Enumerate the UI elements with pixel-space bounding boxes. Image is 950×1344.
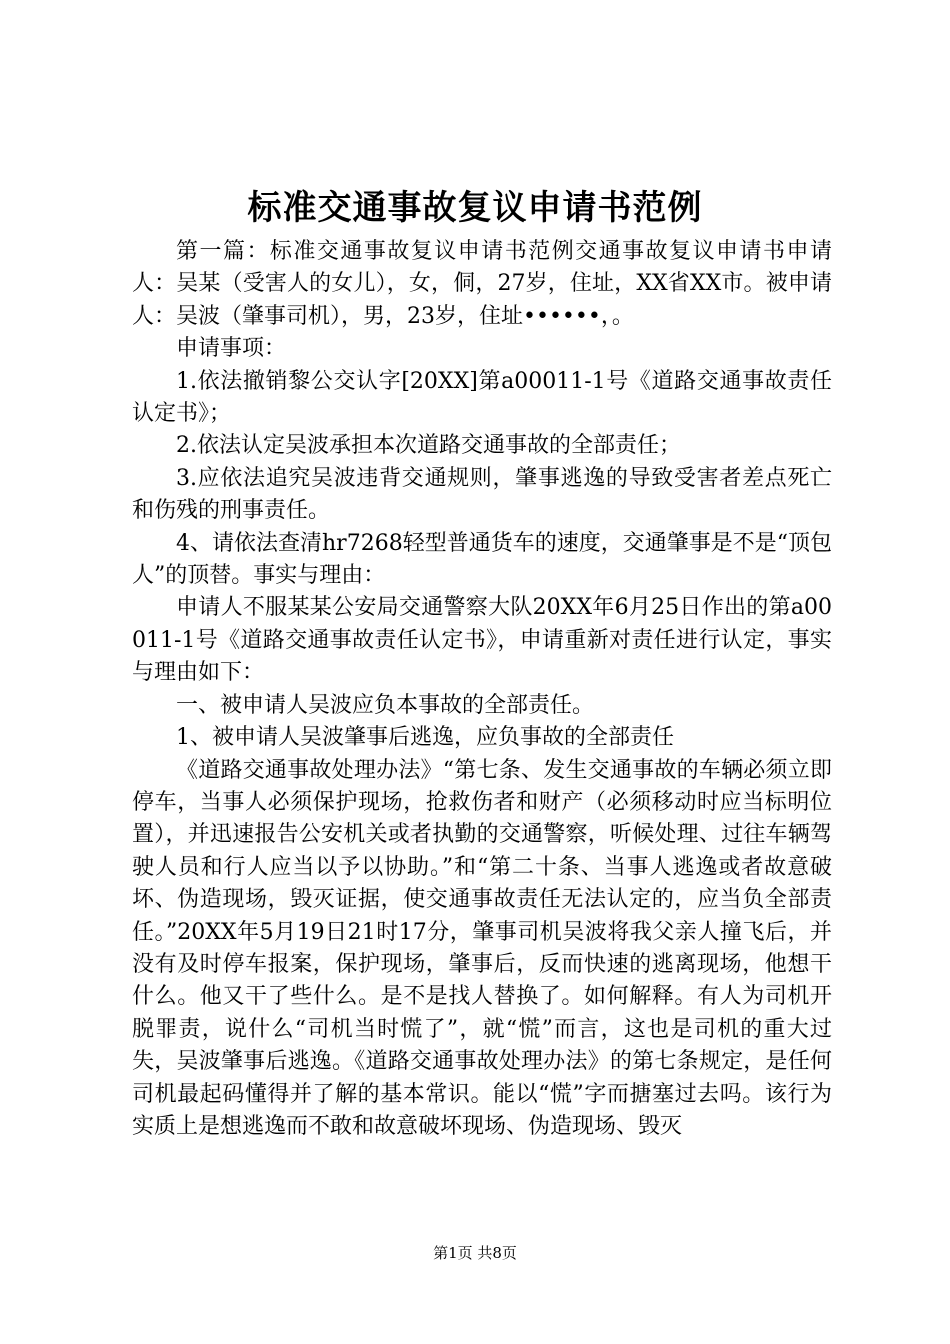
- document-body: [132, 236, 832, 1143]
- paragraph-request-heading: 申请事项：: [176, 336, 287, 362]
- paragraph-intro: 第一篇：标准交通事故复议申请书范例交通事故复议申请书申请人：吴某（受害人的女儿），女，侗，27岁，住址，XX省XX市。被申请人：吴波（肇事司机），男，23岁，住址••••••，。: [132, 239, 832, 329]
- paragraph-request-item-4: 4、请依法查清hr7268轻型普通货车的速度，交通肇事是不是“顶包人”的顶替。事实与理由：: [132, 530, 832, 589]
- paragraph-subsection-heading: 1、被申请人吴波肇事后逃逸，应负事故的全部责任: [176, 725, 674, 751]
- page-number-footer: 第1页 共8页: [433, 1244, 517, 1262]
- paragraph-legal-argument: 《道路交通事故处理办法》“第七条、发生交通事故的车辆必须立即停车，当事人必须保护现场，抢救伤者和财产（必须移动时应当标明位置），并迅速报告公安机关或者执勤的交通警察，听候处理、过往车辆驾驶人员和行人应当以予以协助。”和“第二十条、当事人逃逸或者故意破坏、伪造现场，毁灭证据，使交通事故责任无法认定的，应当负全部责任。”20XX年5月19日21时17分，肇事司机吴波将我父亲人撞飞后，并没有及时停车报案，保护现场，肇事后，反而快速的逃离现场，他想干什么。他又干了些什么。是不是找人替换了。如何解释。有人为司机开脱罪责，说什么“司机当时慌了”，就“慌”而言，这也是司机的重大过失，吴波肇事后逃逸。《道路交通事故处理办法》的第七条规定，是任何司机最起码懂得并了解的基本常识。能以“慌”字而搪塞过去吗。该行为实质上是想逃逸而不敢和故意破坏现场、伪造现场、毁灭: [132, 757, 832, 1139]
- paragraph-request-item-2: 2.依法认定吴波承担本次道路交通事故的全部责任；: [176, 433, 681, 459]
- document-title: 标准交通事故复议申请书范例: [247, 188, 703, 228]
- paragraph-request-item-3: 3.应依法追究吴波违背交通规则，肇事逃逸的导致受害者差点死亡和伤残的刑事责任。: [132, 465, 832, 524]
- paragraph-facts-intro: 申请人不服某某公安局交通警察大队20XX年6月25日作出的第a00011-1号《道路交通事故责任认定书》，申请重新对责任进行认定，事实与理由如下：: [132, 595, 832, 686]
- paragraph-request-item-1: 1.依法撤销黎公交认字[20XX]第a00011-1号《道路交通事故责任认定书》；: [132, 368, 832, 427]
- paragraph-section-heading: 一、被申请人吴波应负本事故的全部责任。: [176, 692, 595, 718]
